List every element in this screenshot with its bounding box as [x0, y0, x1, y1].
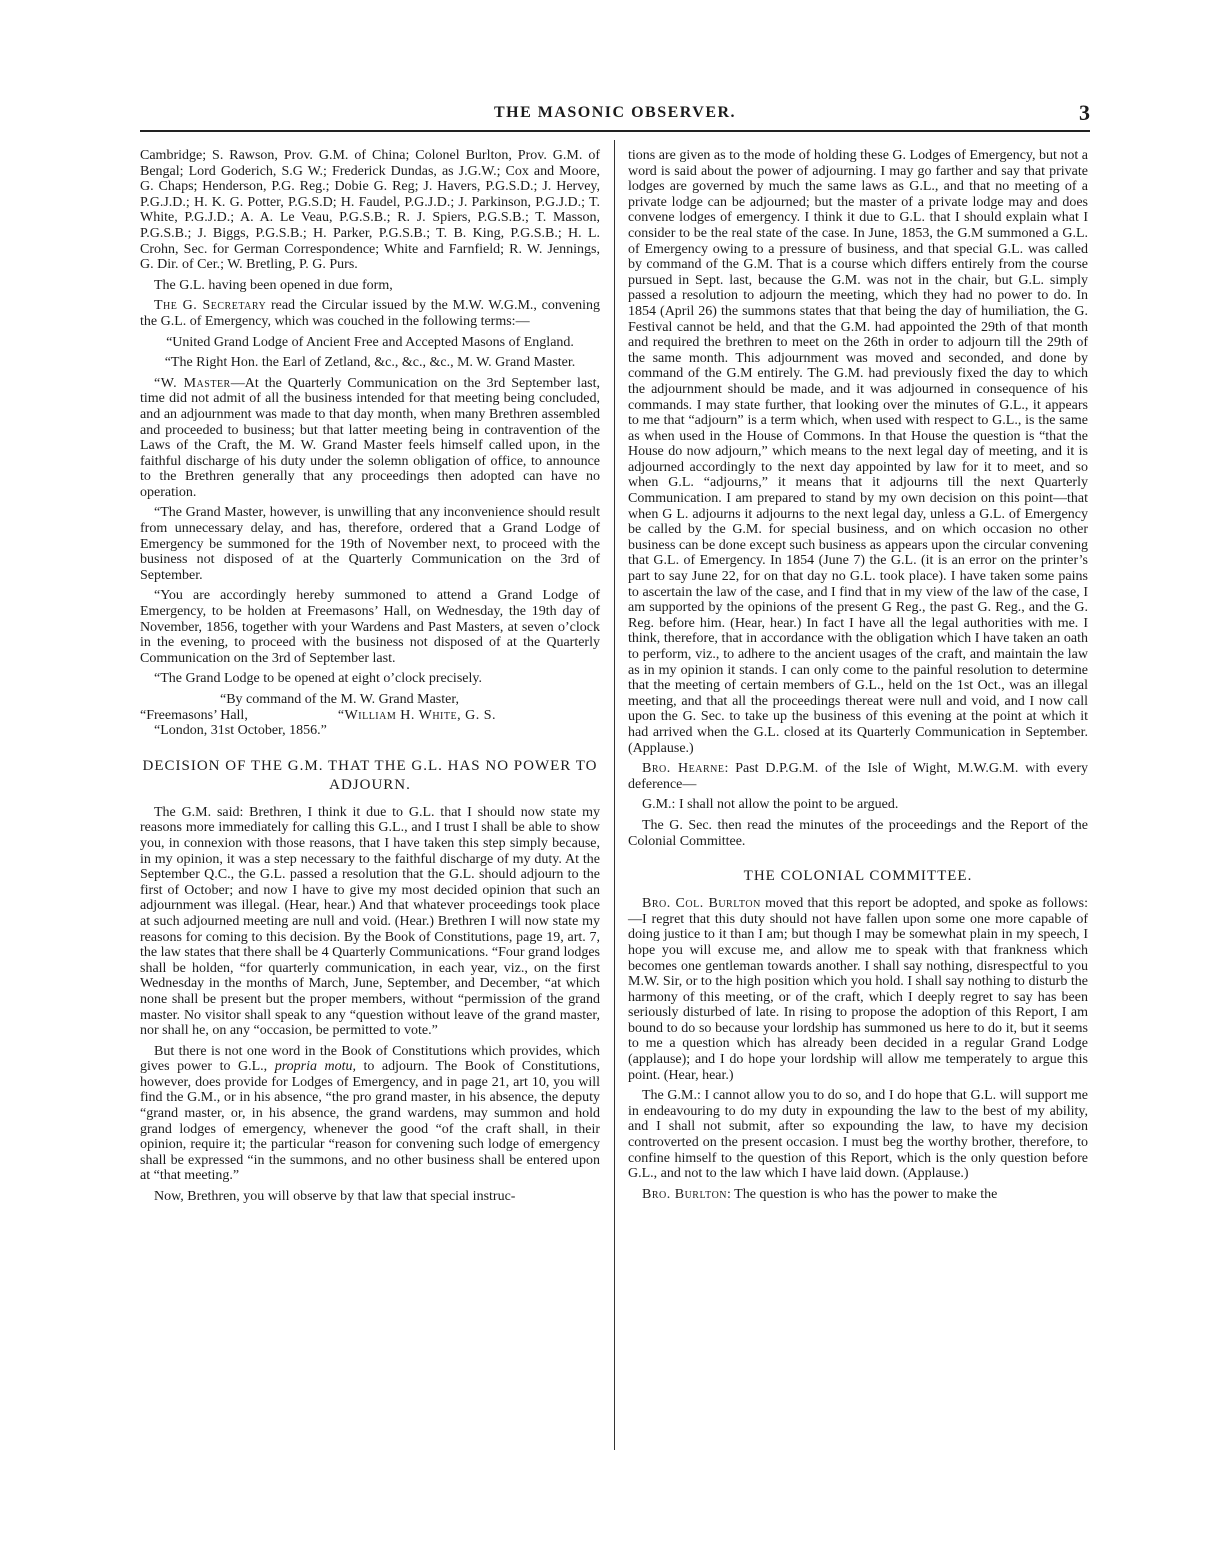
running-head: THE MASONIC OBSERVER. [493, 104, 737, 121]
paragraph: The G.L. having been opened in due form, [154, 277, 393, 293]
section-heading: THE COLONIAL COMMITTEE. [743, 868, 973, 885]
paragraph: Now, Brethren, you will observe by that law that special instruc- [154, 1189, 516, 1205]
left-column [140, 148, 600, 1210]
paragraph: “The Grand Master, however, is unwilling that any inconvenience should result from unnecessary delay, and has, therefore, ordered that a Grand Lodge of Emergency be summoned for the 19th of November next, to proceed with the business not disposed of at the Quarterly Communication on the 3rd of September. [140, 505, 600, 583]
circular-title: “United Grand Lodge of Ancient Free and Accepted Masons of England. [166, 334, 574, 350]
section-heading: DECISION OF THE G.M. THAT THE G.L. HAS NO POWER TO ADJOURN. [142, 757, 598, 793]
signature-line: “By command of the M. W. Grand Master, [220, 692, 459, 707]
page-number: 3 [1079, 100, 1090, 125]
paragraph: “The Grand Lodge to be opened at eight o’clock precisely. [154, 671, 482, 687]
paragraph: “W. Master—At the Quarterly Communication on the 3rd September last, time did not admit of all the business intended for that meeting being concluded, and an adjournment was made to that day month, when many Brethren assembled and proceeded to business; but that latter meeting being in contravention of the Laws of the Craft, the M. W. Grand Master feels himself called upon, in the faithful discharge of his duty under the solemn obligation of office, to announce to the Brethren generally that any proceedings then adopted can have no operation. [140, 375, 600, 500]
speaker-name: Bro. Col. Burlton [642, 896, 761, 912]
signature-line: “Freemasons’ Hall, “William H. White, G. S. [140, 707, 496, 723]
speaker-name: Bro. Burlton [642, 1186, 728, 1202]
paragraph: tions are given as to the mode of holding these G. Lodges of Emergency, but not a word is said about the power of adjourning. I may go farther and say that private lodges are governed by much the same laws as G.L., and that no meeting of a private lodge can be adjourned; but the master of a private lodge may and does convene lodges of emergency. I think it due to G.L. that I should explain what I consider to be the real state of the case. In June, 1853, the G.M summoned a G.L. of Emergency owing to a pressure of business, and that special G.L. was called by command of the G.M. That is a course which differs entirely from the course pursued in Sept. last, because the G.M. was not in the chair, but G.L. simply passed a resolution to adjourn the meeting, which they had no power to do. In 1854 (April 26) the summons states that that being the day of humiliation, the G. Festival cannot be held, and that the G.M. had appointed the 29th of that month and required the brethren to meet on the 26th in order to adjourn till the 29th of the same month. This adjournment was moved and seconded, and done by command of the G.M entirely. The G.M. had previously fixed the day to which the adjournment should be made, and it was adjourned in consequence of his commands. I may state further, that looking over the minutes of G.L., it appears to me that “adjourn” is a term which, when used with respect to G.L., is the same as when used in the House of Commons. In that House the question is “that the House do now adjourn,” which means to the next legal day of meeting, and it is adjourned accordingly to the next day appointed by law for it to meet, and so when G.L. “adjourns,” it means that it adjourns till the next Quarterly Communication. I am prepared to stand by my own decision on this point—that when G L. adjourns it adjourns to the next legal day, unless a G.L. of Emergency be called by the G.M. for special business, and on which occasion no other business can be done except such business as appears upon the circular convening that G.L. of Emergency. In 1854 (June 7) the G.L. (it is an error on the printer’s part to say June 22, for on that day no G.L. took place). I have taken some pains to ascertain the law of the case, and I find that in my view of the law of the case, I am supported by the opinions of the present G Reg., the past G. Reg., and the G. Reg. before him. (Hear, hear.) In fact I have all the legal authorities with me. I think, therefore, that in accordance with the obligation which I have taken an oath to perform, viz., to adhere to the ancient usages of the craft, and maintain the law as in my opinion it stands. I can only come to the painful resolution to determine that the meeting of certain members of G.L., held on the 1st Oct., was an illegal meeting, and that all the proceedings thereat were null and void, and I now call upon the G. Sec. to take up the business of this evening at the point at which it had arrived when the G.L. closed at its Quarterly Communication in September. (Applause.) [628, 148, 1088, 756]
signature-line: “London, 31st October, 1856.” [154, 723, 327, 739]
speaker-name: The G. Secretary [154, 298, 267, 314]
right-column [628, 148, 1088, 1207]
paragraph: The G.M.: I cannot allow you to do so, and I do hope that G.L. will support me in endeavouring to do my duty in expounding the law to the best of my ability, and I shall not submit, after so expounding the law, to have my decision controverted on the present occasion. I must beg the worthy brother, therefore, to confine himself to the question of this Report, which is the only question before G.L., and not to the law which I have laid down. (Applause.) [628, 1088, 1088, 1182]
speaker-name: Bro. Hearne [642, 761, 725, 777]
circular-address: “The Right Hon. the Earl of Zetland, &c., &c., &c., M. W. Grand Master. [164, 355, 576, 371]
paragraph: G.M.: I shall not allow the point to be argued. [642, 797, 899, 813]
paragraph: But there is not one word in the Book of Constitutions which provides, which gives power to G.L., propria motu, to adjourn. The Book of Constitutions, however, does provide for Lodges of Emergency, and in page 21, art 10, you will find the G.M., or in his absence, “the pro grand master, in his absence, the deputy “grand master, or, in his absence, the grand wardens, may summon and hold grand lodges of emergency, whenever the good “of the craft shall, in their opinion, require it; the particular “reason for convening such lodge of emergency shall be expressed “in the summons, and no other business shall be entered upon at “that meeting.” [140, 1043, 600, 1184]
paragraph: The G.M. said: Brethren, I think it due to G.L. that I should now state my reasons more immediately for calling this G.L., and I trust I shall be able to show you, in connexion with those reasons, that I have taken this step simply because, in my opinion, it was a step necessary to the faithful discharge of my duty. At the September Q.C., the G.L. passed a resolution that the G.L. should adjourn to the first of October; and now I have to give my most decided opinion that such an adjournment was illegal. (Hear, hear.) And that whatever proceedings took place at such adjourned meeting are null and void. (Hear.) Brethren I will now state my reasons for coming to this decision. By the Book of Constitutions, page 19, art. 7, the law states that there shall be 4 Quarterly Communications. “Four grand lodges shall be holden, “for quarterly communication, in each year, viz., on the first Wednesday in the months of March, June, September, and December, “at which none shall be present but the proper members, without “permission of the grand master. No visitor shall speak to any “question without leave of the grand master, nor shall he, on any “occasion, be permitted to vote.” [140, 804, 600, 1039]
column-rule [614, 140, 615, 1450]
paragraph: “You are accordingly hereby summoned to attend a Grand Lodge of Emergency, to be holden at Freemasons’ Hall, on Wednesday, the 19th day of November, 1856, together with your Wardens and Past Masters, at seven o’clock in the evening, to proceed with the business not disposed of at the Quarterly Communication on the 3rd of September last. [140, 588, 600, 666]
page-header [140, 100, 1090, 132]
paragraph: The G. Secretary read the Circular issued by the M.W. W.G.M., convening the G.L. of Emergency, which was couched in the following terms:— [140, 298, 600, 329]
paragraph: The G. Sec. then read the minutes of the proceedings and the Report of the Colonial Committee. [628, 817, 1088, 849]
paragraph: Bro. Hearne: Past D.P.G.M. of the Isle of Wight, M.W.G.M. with every deference— [628, 761, 1088, 792]
paragraph: Bro. Col. Burlton moved that this report be adopted, and spoke as follows:—I regret that this duty should not have fallen upon some one more capable of doing justice to it than I am; but though I may be somewhat plain in my speech, I hope you will excuse me, and allow me to speak with that frankness which becomes one gentleman towards another. I shall say nothing, disrespectful to you M.W. Sir, or to the high position which you hold. I shall say nothing to disturb the harmony of this meeting, or of the craft, which I deeply regret to say has been seriously disturbed of late. In rising to propose the adoption of this Report, I am bound to do so because your lordship has summoned us here to do it, but it seems to me a question which has already been decided in a regular Grand Lodge (applause); and I do hope your lordship will allow me temperately to argue this point. (Hear, hear.) [628, 896, 1088, 1083]
paragraph: Bro. Burlton: The question is who has the power to make the [642, 1186, 998, 1202]
attendee-list: Cambridge; S. Rawson, Prov. G.M. of China; Colonel Burlton, Prov. G.M. of Bengal; Lord Goderich, S.G W.; Frederick Dundas, as J.G.W.; Cox and Moore, G. Chaps; Henderson, P.G. Reg.; Dobie G. Reg; J. Havers, P.G.S.D.; J. Hervey, P.G.J.D.; H. K. G. Potter, P.G.S.D; H. Faudel, P.G.J.D.; J. Parkinson, P.G.J.D.; T. White, P.G.J.D.; A. A. Le Veau, P.G.S.B.; R. J. Spiers, P.G.S.B.; T. Masson, P.G.S.B.; J. Biggs, P.G.S.B.; H. Parker, P.G.S.B.; T. B. King, P.G.S.B.; H. L. Crohn, Sec. for German Correspondence; White and Farnfield; R. W. Jennings, G. Dir. of Cer.; W. Bretling, P. G. Purs. [140, 148, 600, 273]
